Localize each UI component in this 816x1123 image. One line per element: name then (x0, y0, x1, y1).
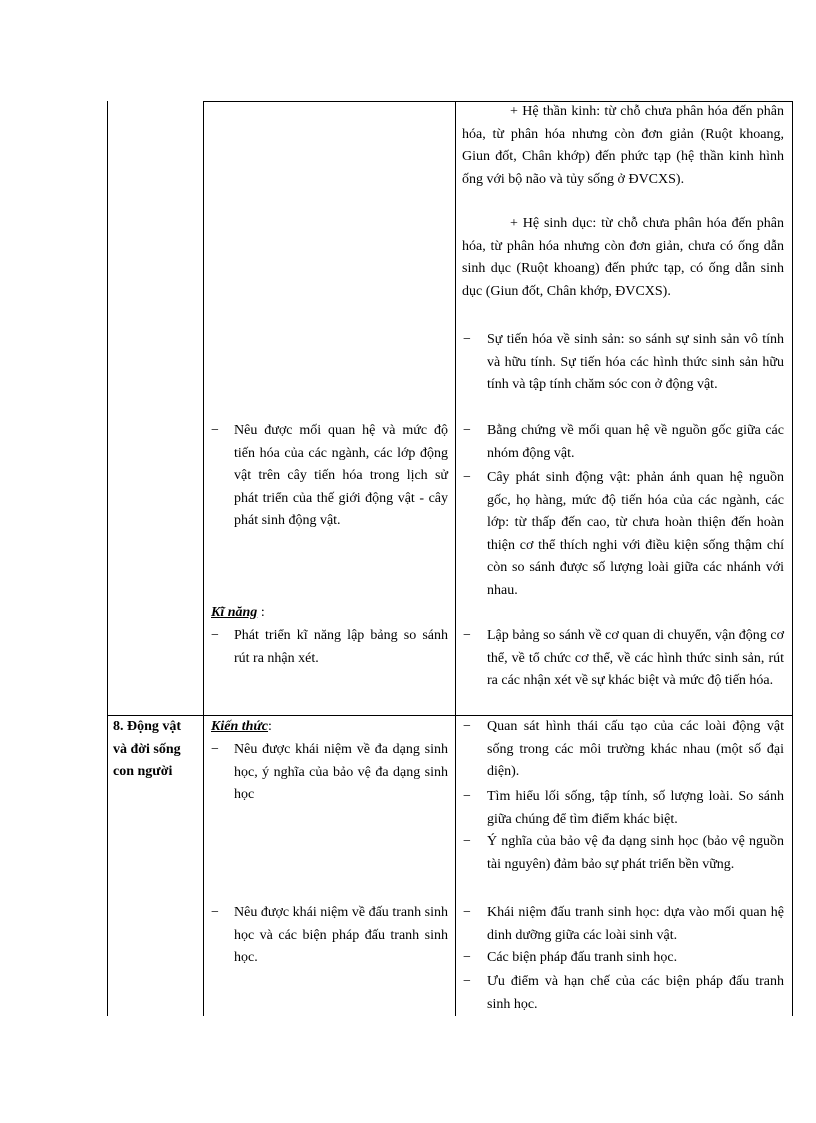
knowledge-colon: : (268, 719, 272, 734)
skills-heading (211, 602, 265, 625)
bullet-dash: − (463, 834, 471, 849)
biocontrol-concept-item: Nêu được khái niệm về đấu tranh sinh học và các biện pháp đấu tranh sinh học. (234, 905, 448, 965)
table-left-border (107, 101, 108, 1016)
bullet-dash: − (463, 974, 471, 989)
bullet-dash: − (211, 905, 219, 920)
table-column-divider-1 (203, 101, 204, 1016)
skills-item: Phát triển kĩ năng lập bảng so sánh rút ra nhận xét. (234, 628, 448, 666)
biodiversity-concept-item: Nêu được khái niệm về đa dạng sinh học, ý nghĩa của bảo vệ đa dạng sinh học (234, 742, 448, 802)
section-8-title (113, 716, 201, 784)
comparison-table-item: Lập bảng so sánh về cơ quan di chuyển, vận động cơ thể, về tổ chức cơ thể, về các hình thức sinh sản, rút ra các nhận xét về sự khác biệt và mức độ tiến hóa. (487, 628, 784, 688)
table-right-border (792, 101, 793, 1016)
reproductive-system-evolution: + Hệ sinh dục: từ chỗ chưa phân hóa đến phân hóa, từ phân hóa nhưng còn đơn giản, chưa có ống dẫn sinh dục (Ruột khoang) đến phức tạp, có ống dẫn sinh dục (Giun đốt, Chân khớp, ĐVCXS). (462, 216, 784, 299)
bullet-dash: − (211, 742, 219, 757)
bullet-dash: − (463, 332, 471, 347)
pros-cons-item: Ưu điểm và hạn chế của các biện pháp đấu tranh sinh học. (487, 974, 784, 1012)
evolution-relationship-item: Nêu được mối quan hệ và mức độ tiến hóa của các ngành, các lớp động vật trên cây tiến hóa trong lịch sử phát triển của thế giới động vật - cây phát sinh động vật. (234, 423, 448, 528)
skills-colon: : (257, 605, 265, 620)
bullet-dash: − (463, 719, 471, 734)
bullet-dash: − (463, 423, 471, 438)
bullet-dash: − (463, 950, 471, 965)
table-column-divider-2 (455, 101, 456, 1016)
biocontrol-definition-item: Khái niệm đấu tranh sinh học: dựa vào mối quan hệ dinh dưỡng giữa các loài sinh vật. (487, 905, 784, 943)
section-8-title-line2: và đời sống (113, 741, 181, 757)
skills-label: Kĩ năng (211, 605, 258, 620)
bullet-dash: − (211, 628, 219, 643)
biocontrol-methods-item: Các biện pháp đấu tranh sinh học. (487, 950, 678, 965)
section-8-title-line3: con người (113, 764, 173, 779)
phylogenetic-tree-item: Cây phát sinh động vật: phản ánh quan hệ nguồn gốc, họ hàng, mức độ tiến hóa của các ngành, các lớp: từ thấp đến cao, từ chưa hoàn thiện đến hoàn thiện cơ thể thích nghi với điều kiện sống thậm chí còn so sánh được số lượng loài giữa các nhánh với nhau. (487, 470, 784, 598)
lifestyle-study-item: Tìm hiểu lối sống, tập tính, số lượng loài. So sánh giữa chúng để tìm điểm khác biệt. (487, 789, 784, 827)
bullet-dash: − (211, 423, 219, 438)
bullet-dash: − (463, 905, 471, 920)
knowledge-label: Kiến thức (211, 719, 269, 734)
section-8-title-line1: 8. Động vật (113, 719, 182, 734)
reproduction-evolution-item: Sự tiến hóa về sinh sản: so sánh sự sinh sản vô tính và hữu tính. Sự tiến hóa các hình thức sinh sản hữu tính và tập tính chăm sóc con ở động vật. (487, 332, 784, 392)
bullet-dash: − (463, 470, 471, 485)
bullet-dash: − (463, 789, 471, 804)
biodiversity-meaning-item: Ý nghĩa của bảo vệ đa dạng sinh học (bảo vệ nguồn tài nguyên) đảm bảo sự phát triển bền vững. (487, 834, 784, 872)
nervous-system-evolution: + Hệ thần kinh: từ chỗ chưa phân hóa đến phân hóa, từ phân hóa nhưng còn đơn giản (Ruột khoang, Giun đốt, Chân khớp) đến phức tạp (hệ thần kinh hình ống với bộ não và tủy sống ở ĐVCXS). (462, 104, 784, 187)
observe-morphology-item: Quan sát hình thái cấu tạo của các loài động vật sống trong các môi trường khác nhau (một số đại diện). (487, 719, 784, 779)
knowledge-heading (211, 716, 272, 739)
bullet-dash: − (463, 628, 471, 643)
origin-evidence-item: Bằng chứng về mối quan hệ về nguồn gốc giữa các nhóm động vật. (487, 423, 784, 461)
